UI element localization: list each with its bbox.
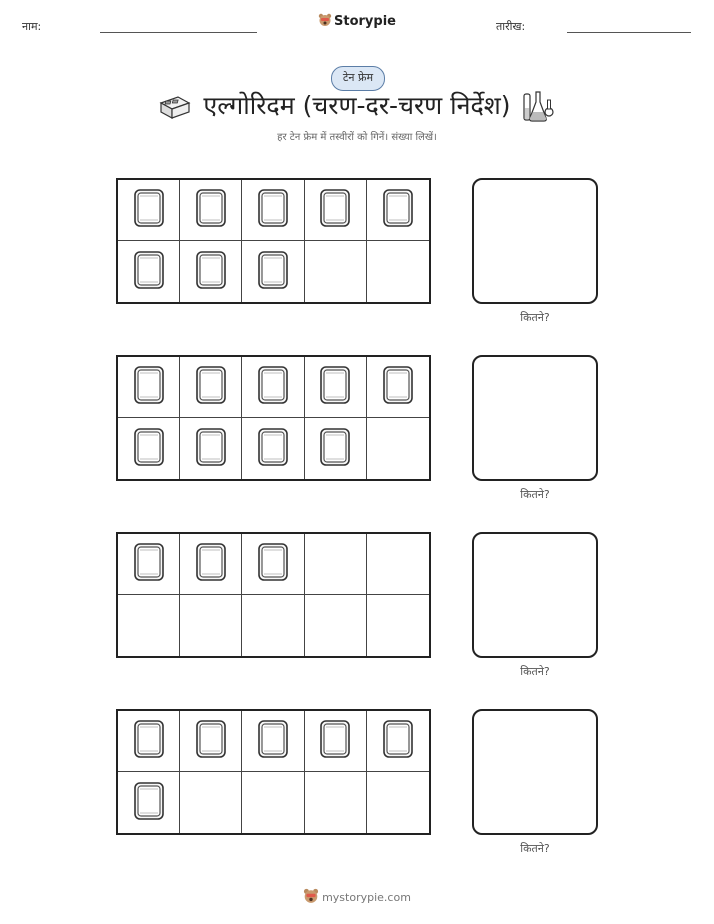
instructions: हर टेन फ्रेम में तस्वीरों को गिनें। संख्या लिखें। [277,132,437,143]
tablet-icon [256,188,290,232]
tablet-icon [318,365,352,409]
ten-frame-cell [305,241,367,302]
tablet-icon [381,188,415,232]
tablet-icon [132,781,166,825]
ten-frame-cell [118,534,180,595]
tablet-icon [256,542,290,586]
tablet-icon [132,188,166,232]
ten-frame-cell [118,418,180,479]
ten-frame-cell [118,357,180,418]
name-line[interactable] [100,32,257,33]
ten-frame-cell [305,180,367,241]
answer-box[interactable] [472,709,598,835]
tablet-icon [256,427,290,471]
ten-frame-cell [118,595,180,656]
tablet-icon [194,188,228,232]
ten-frame-cell [305,772,367,833]
ten-frame-cell [242,418,304,479]
bear-icon [318,13,332,27]
ten-frame-cell [367,180,429,241]
ten-frame-cell [118,772,180,833]
ten-frame-cell [367,595,429,656]
ten-frame-cell [180,180,242,241]
tablet-icon [194,365,228,409]
ten-frame-cell [367,357,429,418]
ten-frame-cell [242,711,304,772]
ten-frame-cell [118,241,180,302]
ten-frame-cell [242,595,304,656]
ten-frame [116,709,431,835]
footer [0,888,714,904]
ten-frame-cell [180,772,242,833]
tablet-icon [256,719,290,763]
ten-frame-cell [180,241,242,302]
ten-frame [116,532,431,658]
ten-frame-cell [367,534,429,595]
ten-frame-cell [305,534,367,595]
tablet-icon [132,365,166,409]
ten-frame-cell [242,534,304,595]
date-line[interactable] [567,32,691,33]
tablet-icon [381,365,415,409]
ten-frame-cell [180,711,242,772]
name-label: नाम: [22,20,42,33]
answer-box[interactable] [472,532,598,658]
ten-frame-cell [180,357,242,418]
tablet-icon [318,188,352,232]
ten-frame-cell [242,241,304,302]
ten-frame-cell [305,711,367,772]
tablet-icon [381,719,415,763]
tablet-icon [132,250,166,294]
ten-frame-cell [367,418,429,479]
tablet-icon [194,542,228,586]
ten-frame-cell [180,534,242,595]
bear-icon [303,888,319,904]
ten-frame-cell [367,772,429,833]
answer-prompt: कितने? [520,665,550,678]
ten-frame-cell [367,711,429,772]
ten-frame-cell [180,595,242,656]
tablet-icon [194,250,228,294]
ten-frame-cell [367,241,429,302]
answer-prompt: कितने? [520,311,550,324]
ten-frame-cell [118,180,180,241]
ten-frame-cell [242,180,304,241]
answer-box[interactable] [472,178,598,304]
ten-frame-cell [305,357,367,418]
tablet-icon [318,719,352,763]
tablet-icon [194,427,228,471]
topic-badge: टेन फ्रेम [331,66,385,91]
tablet-icon [194,719,228,763]
brand-logo [0,13,714,29]
ten-frame-cell [242,357,304,418]
ten-frame-cell [180,418,242,479]
date-label: तारीख: [496,20,526,33]
ten-frame-cell [118,711,180,772]
tablet-icon [256,365,290,409]
ten-frame [116,355,431,481]
ten-frame-cell [242,772,304,833]
answer-prompt: कितने? [520,488,550,501]
tablet-icon [318,427,352,471]
footer-url: mystorypie.com [322,891,411,904]
page-title: एल्गोरिदम (चरण-दर-चरण निर्देश) [203,91,511,120]
brand-name: Storypie [334,14,396,29]
lab-flasks-icon [522,90,554,128]
answer-prompt: कितने? [520,842,550,855]
tablet-icon [132,719,166,763]
ten-frame-cell [305,595,367,656]
ten-frame [116,178,431,304]
tablet-icon [256,250,290,294]
tablet-icon [132,427,166,471]
tablet-icon [132,542,166,586]
answer-box[interactable] [472,355,598,481]
ten-frame-cell [305,418,367,479]
